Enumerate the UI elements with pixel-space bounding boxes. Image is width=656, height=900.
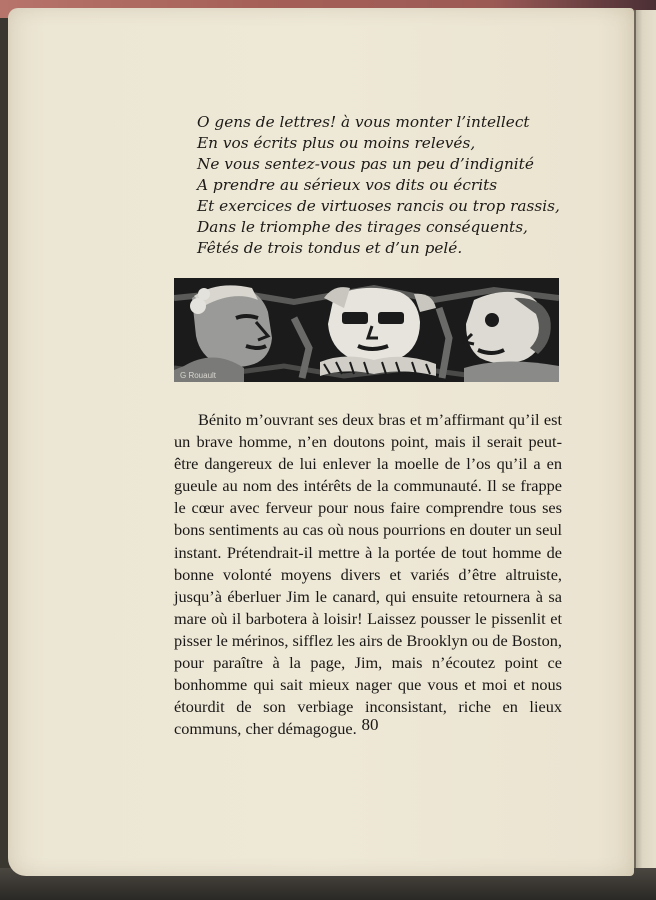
facing-page-edge [634,10,656,868]
poem-line: O gens de lettres! à vous monter l’intellect [197,113,530,131]
artist-signature: G Rouault [180,371,217,380]
poem-line: Et exercices de virtuoses rancis ou trop rassis, [197,197,560,215]
poem-line: Dans le triomphe des tirages conséquents, [197,218,528,236]
woodcut-illustration [174,278,559,382]
poem-line: Ne vous sentez-vous pas un peu d’indignité [197,155,534,173]
poem-line: En vos écrits plus ou moins relevés, [197,134,476,152]
poem-line: A prendre au sérieux vos dits ou écrits [197,176,498,194]
poem-stanza [197,112,577,259]
poem-line: Fêtés de trois tondus et d’un pelé. [197,239,463,257]
prose-paragraph: Bénito m’ouvrant ses deux bras et m’affirmant qu’il est un brave homme, n’en doutons point, mais il serait peut-être dangereux de lui enlever la moelle de l’os qu’il a en gueule au nom des intérêts de la communauté. Il se frappe le cœur avec ferveur pour nous faire comprendre tous ses bons sentiments au cas où nous pourrions en douter un seul instant. Prétendrait-il mettre à la portée de tout homme de bonne volonté moyens divers et variés d’être altruiste, jusqu’à éberluer Jim le canard, qui ensuite retournera à sa mare où il barbotera à loisir! Laissez pousser le pissenlit et pisser le mérinos, sifflez les airs de Brooklyn ou de Boston, pour paraître à la page, Jim, mais n’écoutez point ce bonhomme qui sait mieux nager que vous et moi et nous étourdit de son verbiage inconsistant, riche en lieux communs, cher démagogue. [174,410,562,739]
prose-block [174,409,562,740]
page-number: 80 [361,715,379,734]
middle-figure [320,287,436,376]
